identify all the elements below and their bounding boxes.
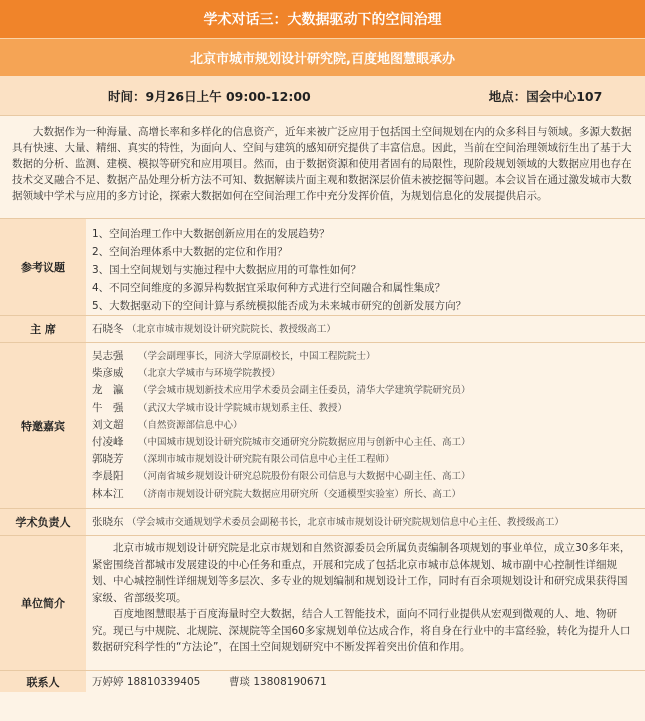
academic-lead-content xyxy=(86,509,645,535)
academic-lead-label: 学术负责人 xyxy=(0,509,86,535)
chair-name: 石晓冬 xyxy=(92,323,124,335)
guest-item xyxy=(92,382,637,399)
units-label: 单位简介 xyxy=(0,536,86,670)
organizer-banner: 北京市城市规划设计研究院,百度地图慧眼承办 xyxy=(0,38,645,76)
contact-content xyxy=(86,671,645,692)
units-content xyxy=(86,536,645,670)
academic-lead-role: （学会城市交通规划学术委员会副秘书长，北京市城市规划设计研究院规划信息中心主任、教授级高工） xyxy=(126,517,564,528)
issues-list xyxy=(86,219,645,315)
guest-name: 吴志强 xyxy=(92,350,124,362)
guest-name: 龙 瀛 xyxy=(92,384,124,397)
guest-item xyxy=(92,400,637,417)
guest-item xyxy=(92,365,637,382)
guest-role: （学会城市规划新技术应用学术委员会副主任委员，清华大学建筑学院研究员） xyxy=(138,385,471,397)
units-paragraph: 北京市城市规划设计研究院是北京市规划和自然资源委员会所属负责编制各项规划的事业单位，成立30多年来，紧密围绕首都城市发展建设的中心任务和重点，开展和完成了包括北京市城市总体规划、城市副中心控制性详细规划、中心城控制性详细规划等多层次、多专业的规划编制和规划设计工作，同时有百余项规划设计和研究成果获得国家级、省部级奖项。 xyxy=(92,542,631,604)
guests-row xyxy=(0,342,645,508)
contact-row xyxy=(0,670,645,692)
contact-person: 曹琰 xyxy=(229,676,251,688)
guest-item xyxy=(92,434,637,451)
event-location: 地点：国会中心107 xyxy=(488,88,603,104)
guest-name: 郭晓芳 xyxy=(92,453,124,466)
guests-label: 特邀嘉宾 xyxy=(0,343,86,508)
contact-person: 万婷婷 xyxy=(92,676,124,688)
guest-role: （学会副理事长，同济大学原副校长，中国工程院院士） xyxy=(138,351,376,362)
guest-name: 牛 强 xyxy=(92,401,124,414)
contact-phone: 13808190671 xyxy=(253,676,327,688)
chair-label: 主 席 xyxy=(0,316,86,342)
guest-role: （河南省城乡规划设计研究总院股份有限公司信息与大数据中心副主任、高工） xyxy=(138,471,471,483)
guest-item xyxy=(92,451,637,468)
issue-item: 1、空间治理工作中大数据创新应用在的发展趋势？ xyxy=(92,228,330,240)
guest-name: 李晨阳 xyxy=(92,470,124,483)
chair-content xyxy=(86,316,645,342)
issues-row xyxy=(0,218,645,315)
academic-lead-row xyxy=(0,508,645,535)
guest-name: 付凌峰 xyxy=(92,436,124,449)
chair-row xyxy=(0,315,645,342)
issue-item: 4、不同空间维度的多源异构数据宜采取何种方式进行空间融合和属性集成？ xyxy=(92,282,446,294)
page-title: 学术对话三：大数据驱动下的空间治理 xyxy=(0,0,645,38)
guest-name: 刘文超 xyxy=(92,418,124,431)
guest-role: （深圳市城市规划设计研究院有限公司信息中心主任工程师） xyxy=(138,454,395,466)
guest-item xyxy=(92,417,637,434)
guest-name: 林本江 xyxy=(92,487,124,500)
units-paragraph: 百度地图慧眼基于百度海量时空大数据，结合人工智能技术，面向不同行业提供从宏观到微观的人、地、物研究。现已与中规院、北规院、深规院等全国60多家规划单位达成合作，将自身在行业中的丰富经验，转化为提升人口数据研究科学性的“方法论”，在国土空间规划研究中不断发挥着突出价值和作用。 xyxy=(92,608,631,653)
guest-item xyxy=(92,348,637,365)
contact-label: 联系人 xyxy=(0,671,86,692)
guest-role: （自然资源部信息中心） xyxy=(138,419,243,431)
issue-item: 5、大数据驱动下的空间计算与系统模拟能否成为未来城市研究的创新发展方向？ xyxy=(92,300,467,312)
guest-role: （武汉大学城市设计学院城市规划系主任、教授） xyxy=(138,402,348,414)
units-row xyxy=(0,535,645,670)
intro-paragraph: 大数据作为一种海量、高增长率和多样化的信息资产，近年来被广泛应用于包括国土空间规划在内的众多科目与领域。多源大数据具有快速、大量、精细、真实的特性，为面向人、空间与建筑的感知研究提供了丰富信息。因此，当前在空间治理领域衍生出了基于大数据的分析、监测、建模、模拟等研究和应用项目。然而，由于数据资源和使用者固有的局限性，现阶段规划领域的大数据应用也存在技术交叉融合不足、数据产品处理分析方法不可知、数据解读片面主观和数据深层价值未被挖掘等问题。本会议旨在通过激发城市大数据领域中学术与应用的多方讨论，探索大数据如何在空间治理工作中充分发挥价值，为规划信息化的发展提供启示。 xyxy=(12,126,632,202)
guest-role: （中国城市规划设计研究院城市交通研究分院数据应用与创新中心主任、高工） xyxy=(138,437,471,449)
issue-item: 2、空间治理体系中大数据的定位和作用？ xyxy=(92,246,288,258)
guest-name: 柴彦威 xyxy=(92,367,124,380)
guest-role: （北京大学城市与环境学院教授） xyxy=(138,368,281,380)
academic-lead-name: 张晓东 xyxy=(92,516,124,528)
contact-phone: 18810339405 xyxy=(126,676,201,688)
guests-list xyxy=(86,343,645,508)
schedule-bar xyxy=(0,76,645,116)
event-time: 时间：9月26日上午 09:00-12:00 xyxy=(108,88,311,104)
guest-item xyxy=(92,468,637,485)
issues-label: 参考议题 xyxy=(0,219,86,315)
guest-item xyxy=(92,486,637,503)
guest-role: （济南市规划设计研究院大数据应用研究所（交通模型实验室）所长、高工） xyxy=(138,488,462,500)
issue-item: 3、国土空间规划与实施过程中大数据应用的可靠性如何？ xyxy=(92,264,362,276)
chair-role: （北京市城市规划设计研究院院长、教授级高工） xyxy=(126,324,336,335)
